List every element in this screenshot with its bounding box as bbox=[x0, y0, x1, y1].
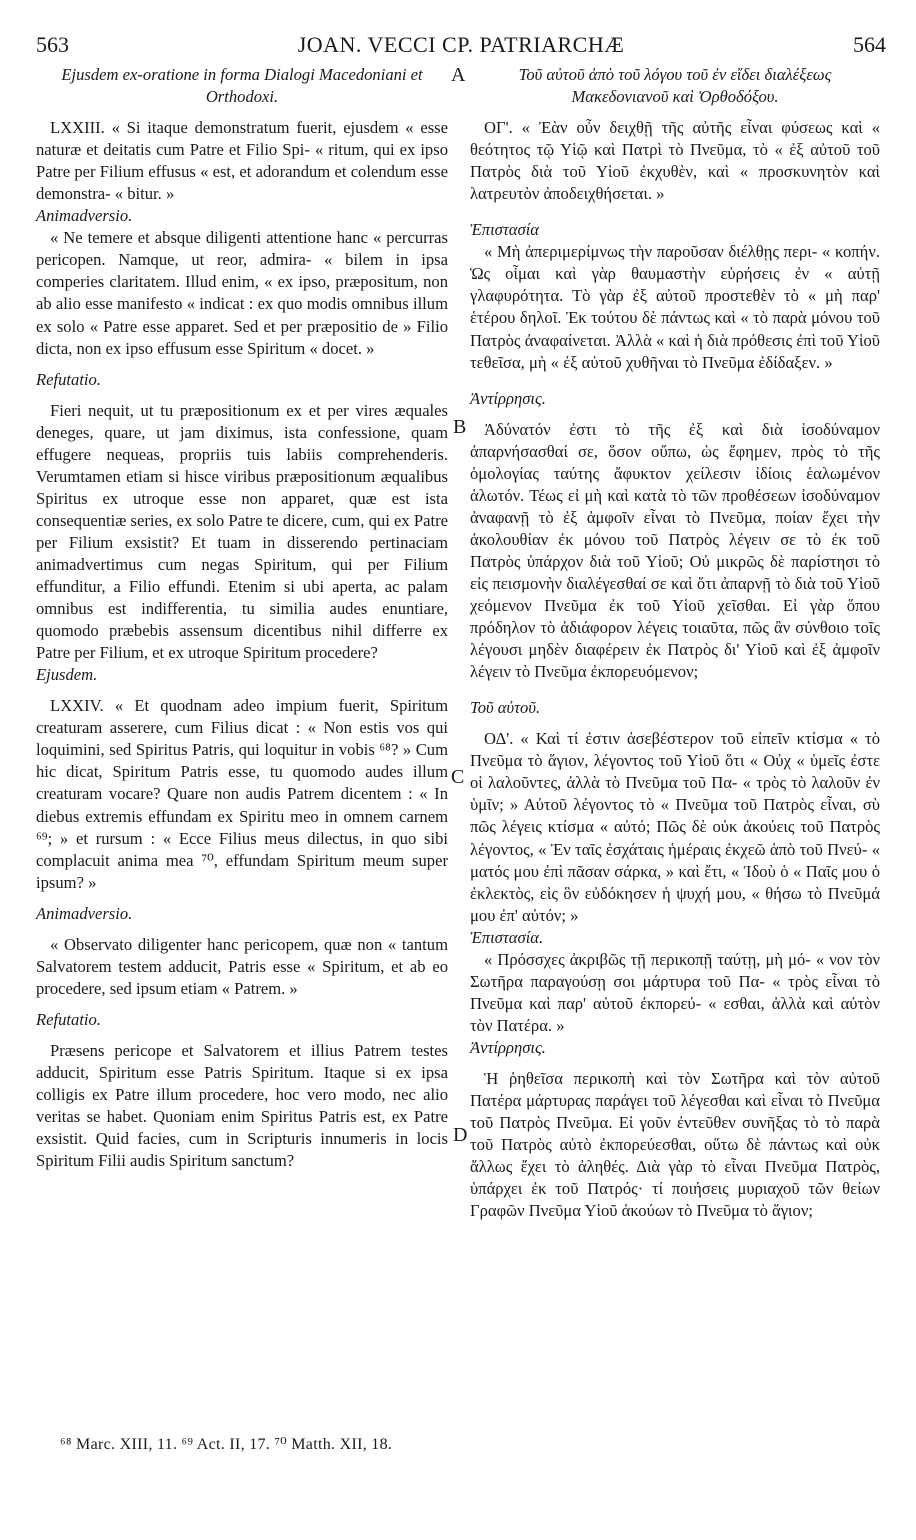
latin-heading-animadversio-2: Animadversio. bbox=[36, 903, 133, 923]
greek-paragraph-73: ΟΓ'. « Ἐὰν οὖν δειχθῇ τῆς αὐτῆς εἶναι φύσεως καὶ « θεότητος τῷ Υἱῷ καὶ Πατρὶ τὸ Πνεῦμα, τὸ « ἐξ αὐτοῦ τοῦ Πατρὸς διὰ τοῦ Υἱοῦ ἐκχυθὲν, καὶ « προσκυνητὸν καὶ λατρευτὸν ἀποδειχθήσεται. » bbox=[470, 118, 880, 204]
latin-paragraph-73: LXXIII. « Si itaque demonstratum fuerit, ejusdem « esse naturæ et deitatis cum Patre et Filio Spi- « ritum, qui ex ipso Patre per Filium effusus « est, et adorandum et colendum esse demonstra- « bitur. » bbox=[36, 118, 448, 204]
greek-intro: Τοῦ αὐτοῦ ἀπὸ τοῦ λόγου τοῦ ἐν εἴδει διαλέξεως Μακεδονιανοῦ καὶ Ὀρθοδόξου. bbox=[518, 65, 832, 107]
latin-paragraph-74: LXXIV. « Et quodnam adeo impium fuerit, Spiritum creaturam asserere, cum Filius dicat : « Non estis vos qui loquimini, sed Spiritus Patris, qui loquitur in vobis ⁶⁸? » Cum hic dicat, Spiritum Patris esse, tu quomodo audes illum creaturam vocare? Quare non audis Patrem dicentem : « In diebus extremis effundam ex Spiritu meo in omnem carnem ⁶⁹; » et rursum : « Ecce Filius meus dilectus, in quo sibi complacuit anima mea ⁷⁰, effundam Spiritum meum super ipsum? » bbox=[36, 696, 448, 892]
running-header bbox=[36, 32, 886, 62]
latin-animadversio-2: « Observato diligenter hanc pericopem, quæ non « tantum Salvatorem testem adducit, Patris esse « Spiritum, et ab eo procedere, sed ipsum etiam « Patrem. » bbox=[36, 934, 448, 998]
footnotes: ⁶⁸ Marc. XIII, 11. ⁶⁹ Act. II, 17. ⁷⁰ Matth. XII, 18. bbox=[60, 1436, 393, 1453]
greek-heading-epistasia-1: Ἐπιστασία bbox=[470, 220, 540, 240]
page-number-left: 563 bbox=[36, 32, 69, 57]
greek-column bbox=[470, 64, 880, 1222]
latin-column bbox=[36, 64, 448, 1172]
greek-epistasia-2: « Πρόσσχες ἀκριβῶς τῇ περικοπῇ ταύτῃ, μὴ μό- « νον τὸν Σωτῆρα παραγούσῃ σοι μάρτυρα τοῦ Πα- « τρὸς εἶναι τὸ Πνεῦμα καὶ παρ' αὐτοῦ ἐκπορεύ- « εσθαι, ἀλλὰ καὶ αὐτὸν τὸν Πατέρα. » bbox=[470, 949, 880, 1035]
page-number-right: 564 bbox=[853, 32, 886, 57]
latin-heading-ejusdem: Ejusdem. bbox=[36, 665, 98, 685]
greek-antirrhesis-1: Ἀδύνατόν ἐστι τὸ τῆς ἐξ καὶ διὰ ἰσοδύναμον ἀπαρνήσασθαί σε, ὅσον οὔπω, ὡς ἔφημεν, πρὸς τὸ τῆς ὁμολογίας ταύτης ἄφυκτον χείλεσιν ἰδίοις ἑαλωμένον ἁλωτόν. Τέως εἰ μὴ καὶ κατὰ τὸ τῶν προθέσεων ἰσοδύναμον ἀναφανῇ τὸ ἐξ ἀμφοῖν εἶναι τὸ Πνεῦμα, ποίαν ἔχει τὴν ἀκολουθίαν ἐκ μόνου τοῦ Πατρὸς λέγειν σε τὸ ἐκ τοῦ Πατρὸς ὑπάρχον διὰ τοῦ Υἱοῦ; Οὐ μικρῶς δὲ παρίστησι τὸ εἰς πεισμονὴν διαλέγεσθαί σε καὶ ὅτι ἀπαρνῇ τὸ διὰ τοῦ Υἱοῦ χεόμενον Πνεῦμα ἐκ τοῦ Υἱοῦ χεῖσθαι. Εἰ γὰρ ὅπου πρόδηλον τὸ ἀδιάφορον λέγεις τοιαῦτα, πῶς ἂν σύνθοιο τοῖς λέγουσι μηδὲν διαφέρειν ἐκ Πατρὸς δι' Υἱοῦ καὶ ἐξ ἀμφοῖν λέγειν τὸ Πνεῦμα ἐκπορευόμενον; bbox=[470, 419, 880, 682]
latin-heading-animadversio-1: Animadversio. bbox=[36, 206, 133, 226]
latin-intro: Ejusdem ex-oratione in forma Dialogi Macedoniani et Orthodoxi. bbox=[61, 65, 423, 107]
greek-heading-antirrhesis-2: Ἀντίρρησις. bbox=[470, 1037, 546, 1057]
latin-heading-refutatio-2: Refutatio. bbox=[36, 1009, 101, 1029]
section-marker-a: A bbox=[451, 64, 466, 86]
section-marker-d: D bbox=[453, 1124, 468, 1146]
greek-heading-tou-autou: Τοῦ αὐτοῦ. bbox=[470, 698, 541, 718]
greek-paragraph-74: ΟΔ'. « Καὶ τί ἐστιν ἀσεβέστερον τοῦ εἰπεῖν κτίσμα « τὸ Πνεῦμα τὸ ἅγιον, λέγοντος τοῦ Υἱοῦ ὅτι « Οὐχ « ὑμεῖς ἐστε οἱ λαλοῦντες, ἀλλὰ τὸ Πνεῦμα τοῦ Πα- « τρὸς τὸ λαλοῦν ἐν ὑμῖν; » Αὐτοῦ λέγοντος τὸ « Πνεῦμα τοῦ Πατρὸς εἶναι, σὺ πῶς λέγεις κτίσμα « αὐτό; Πῶς δὲ οὐκ ἀκούεις τοῦ Πατρὸς λέγοντος, « Ἐν ταῖς ἐσχάταις ἡμέραις ἐκχεῶ ἀπὸ τοῦ Πνεύ- « ματός μου ἐπὶ πᾶσαν σάρκα, » καὶ ἔτι, « Ἰδοὺ ὁ « Παῖς μου ὁ ἐκλεκτὸς, εἰς ὃν εὐδόκησεν ἡ ψυχή μου, « θήσω τὸ Πνεῦμά μου ἐπ' αὐτόν; » bbox=[470, 729, 880, 925]
greek-heading-epistasia-2: Ἐπιστασία. bbox=[470, 927, 544, 947]
greek-epistasia-1: « Μὴ ἀπεριμερίμνως τὴν παροῦσαν διέλθῃς περι- « κοπήν. Ὡς οἶμαι καὶ γὰρ θαυμαστὴν εὑρήσεις ἐν « αὐτῇ γλαφυρότητα. Τὸ γὰρ ἐξ αὐτοῦ προστεθὲν τὸ « μὴ παρ' ἑτέρου δηλοῖ. Ἐκ τούτου δὲ πάντως καὶ « τὸ παρὰ μόνου τοῦ Πατρὸς ἀναφαίνεται. Ἀλλὰ « καὶ ἡ διὰ πρόθεσις ἐπὶ τοῦ Υἱοῦ τεθεῖσα, μὴ « ἐξ αὐτοῦ χυθῆναι τὸ Πνεῦμα ἐδίδαξεν. » bbox=[470, 242, 880, 372]
latin-refutatio-2: Præsens pericope et Salvatorem et illius Patrem testes adducit, Spiritum esse Patris Spiritum. Itaque si ex ipsa colligis ex Patre illum procedere, hoc vero modo, nec alio veritas se habet. Quoniam enim Spiritus Patris est, ex Patre exsistit. Quid facies, cum in Scripturis innumeris in locis Spiritum Filii audis Spiritum sanctum? bbox=[36, 1040, 448, 1171]
section-marker-b: B bbox=[453, 416, 467, 438]
greek-antirrhesis-2: Ἡ ῥηθεῖσα περικοπὴ καὶ τὸν Σωτῆρα καὶ τὸν αὐτοῦ Πατέρα μάρτυρας παράγει τοῦ λέγεσθαι καὶ εἶναι τὸ Πνεῦμα τοῦ Πατρὸς Πνεῦμα. Εἰ γοῦν ἐντεῦθεν συνῆξας τὸ τὸ παρὰ τοῦ Πατρὸς αὐτὸ ἐκπορεύεσθαι, οὕτω δὲ πάντως καὶ οὐκ ἄλλως ἔχει τὸ ἀληθές. Διὰ γὰρ τὸ εἶναι Πνεῦμα Πατρὸς, ὑπάρχει ἐκ τοῦ Πατρός· τί ποιήσεις μυριαχοῦ τῶν θείων Γραφῶν Πνεῦμα Υἱοῦ ἀκούων τὸ Πνεῦμα τὸ ἅγιον; bbox=[470, 1068, 880, 1221]
latin-animadversio-1: « Ne temere et absque diligenti attentione hanc « percurras pericopen. Namque, ut reor, admira- « bilem in ipsa comperies claritatem. Illud enim, « ex ipso, præpositum, non ab alio esse manifesto « indicat : ex quo modis omnibus illum ex solo « Patre esse apparet. Sed et per præpositio de » Filio dicta, non ex ipso effusum esse Spiritum « docet. » bbox=[36, 228, 448, 358]
running-title: JOAN. VECCI CP. PATRIARCHÆ bbox=[297, 32, 625, 57]
latin-refutatio-1: Fieri nequit, ut tu præpositionum ex et per vires æquales deneges, quare, ut jam diximus, ista confessione, quam effugere nequeas, propriis tuis labiis comprehenderis. Verumtamen etiam si hisce viribus præpositionum æqualibus Spiritus ex utroque esse non apparet, quæ est ista consequentiæ series, ex solo Patre te dicere, cum, qui ex Patre per Filium exsistit? Et tuam in disserendo pertinaciam animadvertimus cum negas Spiritum, qui per Filium effunditur, a Filio effundi. Etenim si ubi aperta, ac palam omnibus est indifferentia, tu similia audes enuntiare, quomodo præbebis assensum dicentibus nihil differre ex Patre per Filium, et ex utroque Spiritum procedere? bbox=[36, 400, 448, 663]
section-marker-c: C bbox=[451, 766, 465, 788]
greek-heading-antirrhesis-1: Ἀντίρρησις. bbox=[470, 388, 546, 408]
latin-heading-refutatio-1: Refutatio. bbox=[36, 369, 101, 389]
